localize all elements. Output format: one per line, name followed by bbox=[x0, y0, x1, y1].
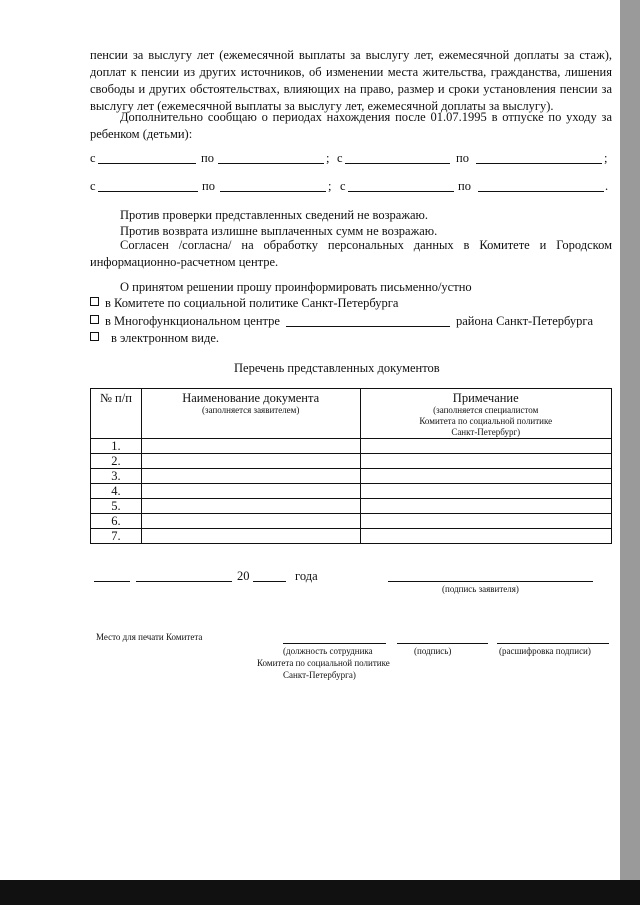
consent-verification: Против проверки представленных сведений не возражаю. bbox=[120, 208, 428, 222]
paragraph-parental-leave: Дополнительно сообщаю о периодах нахождения после 01.07.1995 в отпуске по уходу за ребенком (детьми): bbox=[90, 110, 612, 141]
notify-option-mfc-label: в Многофункциональном центре bbox=[105, 314, 280, 328]
consent-refund: Против возврата излишне выплаченных сумм не возражаю. bbox=[120, 224, 438, 238]
staff-position-caption: (должность сотрудника bbox=[283, 646, 373, 656]
table-row bbox=[91, 454, 612, 469]
period-4-from-field[interactable] bbox=[348, 191, 454, 192]
row-number: 3. bbox=[91, 469, 142, 484]
notify-option-electronic-label: в электронном виде. bbox=[111, 331, 220, 345]
period-1-from-field[interactable] bbox=[98, 163, 196, 164]
period-2-end: ; bbox=[604, 151, 608, 165]
stamp-place-label: Место для печати Комитета bbox=[96, 632, 203, 642]
period-4-end: . bbox=[605, 179, 609, 193]
note-cell[interactable] bbox=[360, 439, 612, 454]
table-row bbox=[91, 529, 612, 544]
document-name-cell[interactable] bbox=[141, 469, 360, 484]
period-3-to-field[interactable] bbox=[220, 191, 326, 192]
period-1-to-field[interactable] bbox=[218, 163, 324, 164]
period-1-to-label: по bbox=[201, 151, 214, 165]
row-number: 7. bbox=[91, 529, 142, 544]
scan-right-margin bbox=[620, 0, 640, 880]
document-name-cell[interactable] bbox=[141, 484, 360, 499]
notify-option-committee-label: в Комитете по социальной политике Санкт-Петербурга bbox=[105, 296, 399, 310]
row-number: 1. bbox=[91, 439, 142, 454]
period-3-to-label: по bbox=[202, 179, 215, 193]
consent-personal-data: Согласен /согласна/ на обработку персональных данных в Комитете и Городском информационно-расчетном центре. bbox=[90, 238, 612, 269]
staff-signature-caption: (подпись) bbox=[414, 646, 452, 656]
mfc-district-field[interactable] bbox=[286, 326, 450, 327]
period-4-from-label: с bbox=[340, 179, 346, 193]
document-name-cell[interactable] bbox=[141, 439, 360, 454]
period-2-to-label: по bbox=[456, 151, 469, 165]
note-cell[interactable] bbox=[360, 454, 612, 469]
period-4-to-field[interactable] bbox=[478, 191, 604, 192]
staff-position-caption-3: Санкт-Петербурга) bbox=[283, 670, 356, 680]
period-4-to-label: по bbox=[458, 179, 471, 193]
notify-intro: О принятом решении прошу проинформировать письменно/устно bbox=[120, 280, 472, 294]
row-number: 2. bbox=[91, 454, 142, 469]
period-2-from-label: с bbox=[337, 151, 343, 165]
period-3-from-field[interactable] bbox=[98, 191, 198, 192]
staff-name-caption: (расшифровка подписи) bbox=[499, 646, 591, 656]
checkbox-electronic[interactable] bbox=[90, 332, 99, 341]
note-cell[interactable] bbox=[360, 499, 612, 514]
period-2-to-field[interactable] bbox=[476, 163, 602, 164]
date-year-prefix: 20 bbox=[237, 569, 250, 583]
applicant-signature-caption: (подпись заявителя) bbox=[442, 584, 519, 594]
col-header-document-name: Наименование документа (заполняется заявителем) bbox=[141, 389, 360, 439]
documents-list-title: Перечень представленных документов bbox=[234, 361, 440, 375]
paragraph-notification-obligations: пенсии за выслугу лет (ежемесячной выплаты за выслугу лет, ежемесячной доплаты за стаж), доплат к пенсии из других источников, об изменении места жительства, гражданства, лишения свободы и других обстоятельствах, влияющих на право, размер и сроки установления пенсии за выслугу лет (ежемесячной выплаты за выслугу лет, ежемесячной доплаты за выслугу). bbox=[90, 48, 612, 113]
period-2-from-field[interactable] bbox=[345, 163, 450, 164]
row-number: 6. bbox=[91, 514, 142, 529]
date-month-field[interactable] bbox=[136, 581, 232, 582]
table-row bbox=[91, 514, 612, 529]
note-cell[interactable] bbox=[360, 514, 612, 529]
table-row bbox=[91, 499, 612, 514]
table-row bbox=[91, 484, 612, 499]
date-suffix: года bbox=[295, 569, 318, 583]
notify-option-mfc-suffix: района Санкт-Петербурга bbox=[456, 314, 594, 328]
staff-name-field[interactable] bbox=[497, 643, 609, 644]
period-1-from-label: с bbox=[90, 151, 96, 165]
notify-option-committee[interactable] bbox=[90, 295, 398, 311]
note-cell[interactable] bbox=[360, 469, 612, 484]
document-name-cell[interactable] bbox=[141, 499, 360, 514]
document-name-cell[interactable] bbox=[141, 529, 360, 544]
documents-table bbox=[90, 388, 612, 544]
row-number: 5. bbox=[91, 499, 142, 514]
document-name-cell[interactable] bbox=[141, 514, 360, 529]
col-header-number: № п/п bbox=[91, 389, 142, 439]
col-header-note: Примечание (заполняется специалистом Комитета по социальной политике Санкт-Петербург) bbox=[360, 389, 612, 439]
period-3-separator: ; bbox=[328, 179, 332, 193]
document-name-cell[interactable] bbox=[141, 454, 360, 469]
date-day-field[interactable] bbox=[94, 581, 130, 582]
period-1-separator: ; bbox=[326, 151, 330, 165]
notify-option-mfc[interactable] bbox=[90, 313, 280, 329]
checkbox-mfc[interactable] bbox=[90, 315, 99, 324]
note-cell[interactable] bbox=[360, 529, 612, 544]
staff-signature-field[interactable] bbox=[397, 643, 488, 644]
staff-position-field[interactable] bbox=[283, 643, 386, 644]
row-number: 4. bbox=[91, 484, 142, 499]
note-cell[interactable] bbox=[360, 484, 612, 499]
table-row bbox=[91, 439, 612, 454]
staff-position-caption-2: Комитета по социальной политике bbox=[257, 658, 390, 668]
applicant-signature-field[interactable] bbox=[388, 581, 593, 582]
period-3-from-label: с bbox=[90, 179, 96, 193]
date-year-field[interactable] bbox=[253, 581, 286, 582]
notify-option-electronic[interactable] bbox=[90, 330, 219, 346]
scan-bottom-bar bbox=[0, 880, 640, 905]
checkbox-committee[interactable] bbox=[90, 297, 99, 306]
table-row bbox=[91, 469, 612, 484]
